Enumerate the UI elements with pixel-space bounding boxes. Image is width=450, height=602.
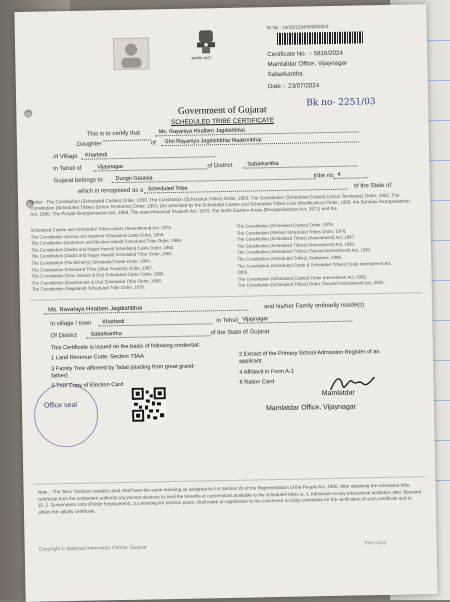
order-item: The Constitution (Dadra and Nagar Haveli) Scheduled Caste Order, 1962. [30,244,175,253]
resident-name: Ms. Ravaniya Hiralben Jagdishbhai [44,304,248,315]
barcode [277,31,363,45]
constitution-orders-text: Under : The Constitution (Scheduled Castes) Order, 1950; The Constitution (Scheduled Tribes) Order, 1950; The Constitution (Scheduled Castes) (Union Territories) Order, 1951; The Constitution (Scheduled Tribes) (Union Territories) Order, 1951; (As amended by the Scheduled Castes and Scheduled Tribes Lists (Modification) Order, 1956, the Bombay Reorganisation Act, 1960, The Punjab Reorganisation Act, 1966, The state Himachal Pradesh Act, 1970, The North-Eastern Areas (Reorganisations Act, 1971) and the [29,192,410,217]
resident-tehsil-label: in Tehsil [216,317,238,325]
certificate-number: Certificate No. :- 5816/2024 [267,49,343,59]
order-item: The Constitution (Scheduled Caste & Scheduled Tribes) Order Amendment Act, [237,260,392,269]
resident-village-value: Kharbedi [98,317,212,326]
order-item: The Constitution Scheduled Tribe (Uttar Pradesh) Order, 1967. [31,264,154,273]
applicant-photo [113,37,150,70]
emblem-caption: सत्यमेव जयते [191,55,211,61]
resident-state-label: of the State of Gujarat [210,329,270,337]
parent-name: Shri Rayaniya Jagdishbhai Maaknobhai [161,135,359,146]
tribe-name: Dungri Garasia [112,172,316,183]
handwritten-annotation: Bk no- 2251/03 [306,97,376,109]
resident-tehsil-value: Vijaynagar [238,315,352,324]
resident-suffix: and his/her Family ordinarily reside(s) [264,302,365,311]
basis-item: 2 Extract of the Primary School Admission Register of an applicant [238,349,380,365]
divider [30,292,422,301]
tribe-no-value: 4 [334,171,368,179]
order-item: Scheduled Castes and Scheduled Tribes orders (Amendment) Act, 1976. [30,225,173,233]
resident-district-value: Sabarkantha [87,329,211,338]
person-icon [114,38,149,69]
basis-item: 3 Family Tree affirmed by Talati (starting from great grand-father) [51,363,196,380]
office-seal-label: Office seal [43,401,77,410]
issuing-office: Mamlatdar Office, Vijaynagar [267,59,348,69]
state-label: of the State of [353,182,392,190]
category-value: Scheduled Tribe [144,183,348,194]
office-seal-stamp [34,382,99,447]
qr-code [132,387,167,422]
village-label: of Village [53,153,78,161]
basis-item: 1 Land Revenue Code: Section 73AA [50,353,145,362]
basis-label: This Certificate is issued on the basis of following credential: [50,342,201,352]
order-item: The Constitution (Sikkim) Scheduled Tribes Order, 1978. [236,228,347,236]
order-item: 2002. [237,269,249,275]
order-item: The Constitution (Scheduled Tribes) Order (Second Amendment) Act, 2002. [237,280,385,289]
order-item: The Constitution (Goa, Daman & Diu) Scheduled Caste Order, 1968. [31,271,165,279]
government-heading: Government of Gujarat [177,105,267,117]
order-item: The Constitution (Scheduled Tribes) (Amendment) Act, 1987. [236,234,356,242]
basis-item: 6 Ration Card [239,379,275,386]
certificate-title: SCHEDULED TRIBE CERTIFICATE [170,117,275,127]
issue-date: Date :- 23/07/2024 [267,82,320,91]
taluka-label: in Tahsil of [53,165,82,173]
taluka-value: Vijaynagar [93,162,207,171]
note-text: Note :- The Term 'Ordinary reside/s used shall have the same meaning as assigned to it in Section 20 of the Representation of the People Act, 1950. After obtaining the scheduled tribe certificate from the competent authority any person desirous to avail the benefits or concessions available to the scheduled tribe i.e. 1. Admission to any educational institution after Standard 10, 2. Government Jobs (Public Employment), 3.contesting for election posts, shall make an application to the concerned scrutiny committee for the verification of such certificate and to obtain the validity certificate. [37,482,422,515]
footer-copyright: Copyright © National Informatics Centre, Gujarat [38,544,147,553]
holder-name: Ms. Rayaniya Hiralben Jagdishbhai [155,125,359,136]
basis-item: 4 Affidavit in Form A-1 [239,368,295,376]
district-value: Sabarkantha [243,159,357,168]
certificate-paper [14,4,437,602]
issuing-district: Sabarkantha [267,70,303,79]
recognised-label: which is recognised as a [77,187,144,195]
of-label: of [150,140,156,147]
footer-print-label: Print Copy [364,539,387,546]
resident-village-label: in village / town [50,320,92,328]
relation-label: Daughter [76,141,102,148]
order-item: The Constitution (Scheduled Tribes) (Second Amendment) Act, 1991. [236,247,372,256]
signatory-office: Mamlatdar Office, Vijaynagar [265,403,357,413]
district-label: of District [207,162,233,170]
order-item: The Constitution Jammu and Kashmir Scheduled Caste Order, 1956. [30,231,165,240]
tribe-no-label: tribe no. [313,172,336,180]
certify-prefix: This is to certify that [86,130,141,138]
relation-line [103,139,151,141]
order-item: The Constitution (Goa/Daman & Diu) Scheduled Tribe Order, 1968. [31,277,162,286]
national-emblem-icon [193,28,220,62]
belongs-label: Gujarat belongs to [53,177,103,185]
order-item: The Constitution (Scheduled Castes) Order, 1978. [236,221,334,229]
order-item: The Constitution (Scheduled Castes) Order Amendment Act, 2002. [237,274,368,282]
village-value: Kharbedi [81,150,215,160]
order-item: The Constitution (Scheduled Tribes) Ordinance, 1996. [237,254,343,262]
serial-number: Sr No : 24/10/1234/0000/2024 [266,23,329,31]
order-item: The Constitution (Dadra and Nagar Haveli) Scheduled Tribe Order, 1962. [31,251,173,260]
orders-left-list [31,225,184,294]
order-item: The Constitution (Scheduled Tribes) (Amendment) Act, 1991. [236,241,356,249]
resident-district-label: Of District [50,332,78,340]
order-item: The Constitution (Pondicherry) Scheduled Caste Order, 1964. [31,258,152,266]
order-item: The Constitution (Andaman and Nicobar Island) Scheduled Tribe Order, 1959. [30,238,183,246]
order-item: The Constitution (Nagaland) Scheduled Tribe Order, 1970. [31,284,146,293]
signatory-designation: Mamlatdar [321,389,355,398]
basis-item: 5 True Copy of Election Card [51,381,124,390]
orders-right-list [236,221,392,290]
